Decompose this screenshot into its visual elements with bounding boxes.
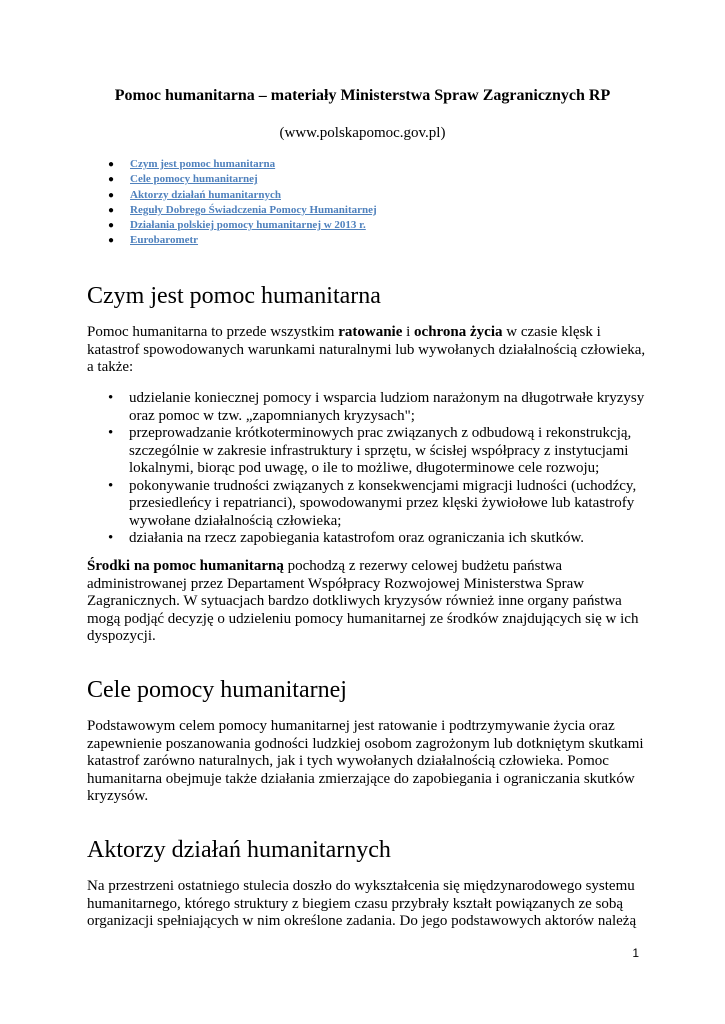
section1-funds-paragraph [87, 558, 647, 646]
section-heading-aktorzy: Aktorzy działań humanitarnych [87, 837, 391, 863]
table-of-contents [108, 157, 377, 249]
toc-item [108, 203, 377, 218]
toc-item [108, 188, 377, 203]
list-item [108, 425, 648, 478]
document-url: (www.polskapomoc.gov.pl) [279, 125, 446, 141]
toc-link-aktorzy[interactable]: Aktorzy działań humanitarnych [130, 188, 281, 201]
list-item [108, 478, 648, 531]
toc-link-eurobarometr[interactable]: Eurobarometr [130, 234, 199, 247]
bullet-icon: ● [108, 159, 115, 170]
intro-text: i [402, 324, 415, 340]
document-title: Pomoc humanitarna – materiały Ministerstwa Spraw Zagranicznych RP [114, 87, 611, 104]
bullet-icon: ● [108, 235, 115, 247]
list-item-text: pokonywanie trudności związanych z konsekwencjami migracji ludności (uchodźcy, przesiedleńcy i repatrianci), spowodowanymi przez klęski żywiołowe lub katastrofy wywołane działalnością człowieka; [129, 477, 637, 529]
toc-item [108, 218, 377, 233]
toc-item [108, 233, 377, 248]
list-item [108, 390, 648, 425]
intro-bold-ratowanie: ratowanie [338, 324, 403, 340]
section2-paragraph: Podstawowym celem pomocy humanitarnej jest ratowanie i podtrzymywanie życia oraz zapewnienie poszanowania godności ludzkiej osobom zagrożonym lub dotkniętym skutkami katastrof zarówno naturalnych, jak i tych wywołanych działalnością człowieka. Pomoc humanitarna obejmuje także działania zmierzające do zapobiegania i ograniczania skutków kryzysów. [87, 718, 644, 804]
list-item-text: udzielanie koniecznej pomocy i wsparcia ludziom narażonym na długotrwałe kryzysy oraz pomoc w tzw. „zapomnianych kryzysach"; [129, 390, 645, 424]
toc-item [108, 172, 377, 187]
section1-intro [87, 324, 647, 377]
bullet-icon: • [108, 477, 114, 494]
list-item-text: przeprowadzanie krótkoterminowych prac związanych z odbudową i rekonstrukcją, szczególnie w zakresie infrastruktury i sprzętu, w ścisłej współpracy z instytucjami lokalnymi, biorąc pod uwagę, o ile to możliwe, długoterminowe cele rozwoju; [129, 425, 632, 476]
toc-link-reguly[interactable]: Reguły Dobrego Świadczenia Pomocy Humanitarnej [130, 203, 377, 216]
toc-link-cele[interactable]: Cele pomocy humanitarnej [130, 173, 258, 186]
section3-paragraph: Na przestrzeni ostatniego stulecia doszło do wykształcenia się międzynarodowego systemu humanitarnego, którego struktury z biegiem czasu przybrały kształt powiązanych ze sobą organizacji spełniających w nim określone zadania. Do jego podstawowych aktorów należą [87, 878, 637, 929]
funds-bold: Środki na pomoc humanitarną [87, 558, 284, 574]
bullet-icon: ● [108, 189, 115, 201]
page-number: 1 [632, 946, 639, 960]
bullet-icon: ● [108, 220, 115, 232]
bullet-icon: ● [108, 174, 115, 186]
list-item-text: działania na rzecz zapobiegania katastrofom oraz ograniczania ich skutków. [129, 530, 585, 546]
section-heading-cele: Cele pomocy humanitarnej [87, 677, 347, 703]
bullet-icon: • [108, 390, 114, 406]
list-item [108, 530, 648, 548]
toc-item [108, 157, 377, 172]
section1-bullet-list [108, 390, 648, 548]
intro-text: Pomoc humanitarna to przede wszystkim [87, 324, 339, 340]
toc-link-czym-jest[interactable]: Czym jest pomoc humanitarna [130, 158, 276, 170]
intro-bold-ochrona: ochrona życia [414, 324, 503, 340]
section-heading-czym-jest: Czym jest pomoc humanitarna [87, 283, 381, 309]
intro-text: w czasie klęsk i katastrof spowodowanych warunkami naturalnymi lub wywołanych działalnością człowieka, a także: [87, 324, 646, 375]
toc-link-dzialania[interactable]: Działania polskiej pomocy humanitarnej w 2013 r. [130, 219, 366, 232]
funds-text: pochodzą z rezerwy celowej budżetu państwa administrowanej przez Departament Współpracy Rozwojowej Ministerstwa Spraw Zagranicznych. W sytuacjach bardzo dotkliwych kryzysów również inne organy państwa mogą podjąć decyzję o udzieleniu pomocy humanitarnej ze środków znajdujących się w ich dyspozycji. [87, 558, 639, 644]
bullet-icon: ● [108, 204, 115, 216]
bullet-icon: • [108, 530, 114, 546]
bullet-icon: • [108, 425, 114, 441]
